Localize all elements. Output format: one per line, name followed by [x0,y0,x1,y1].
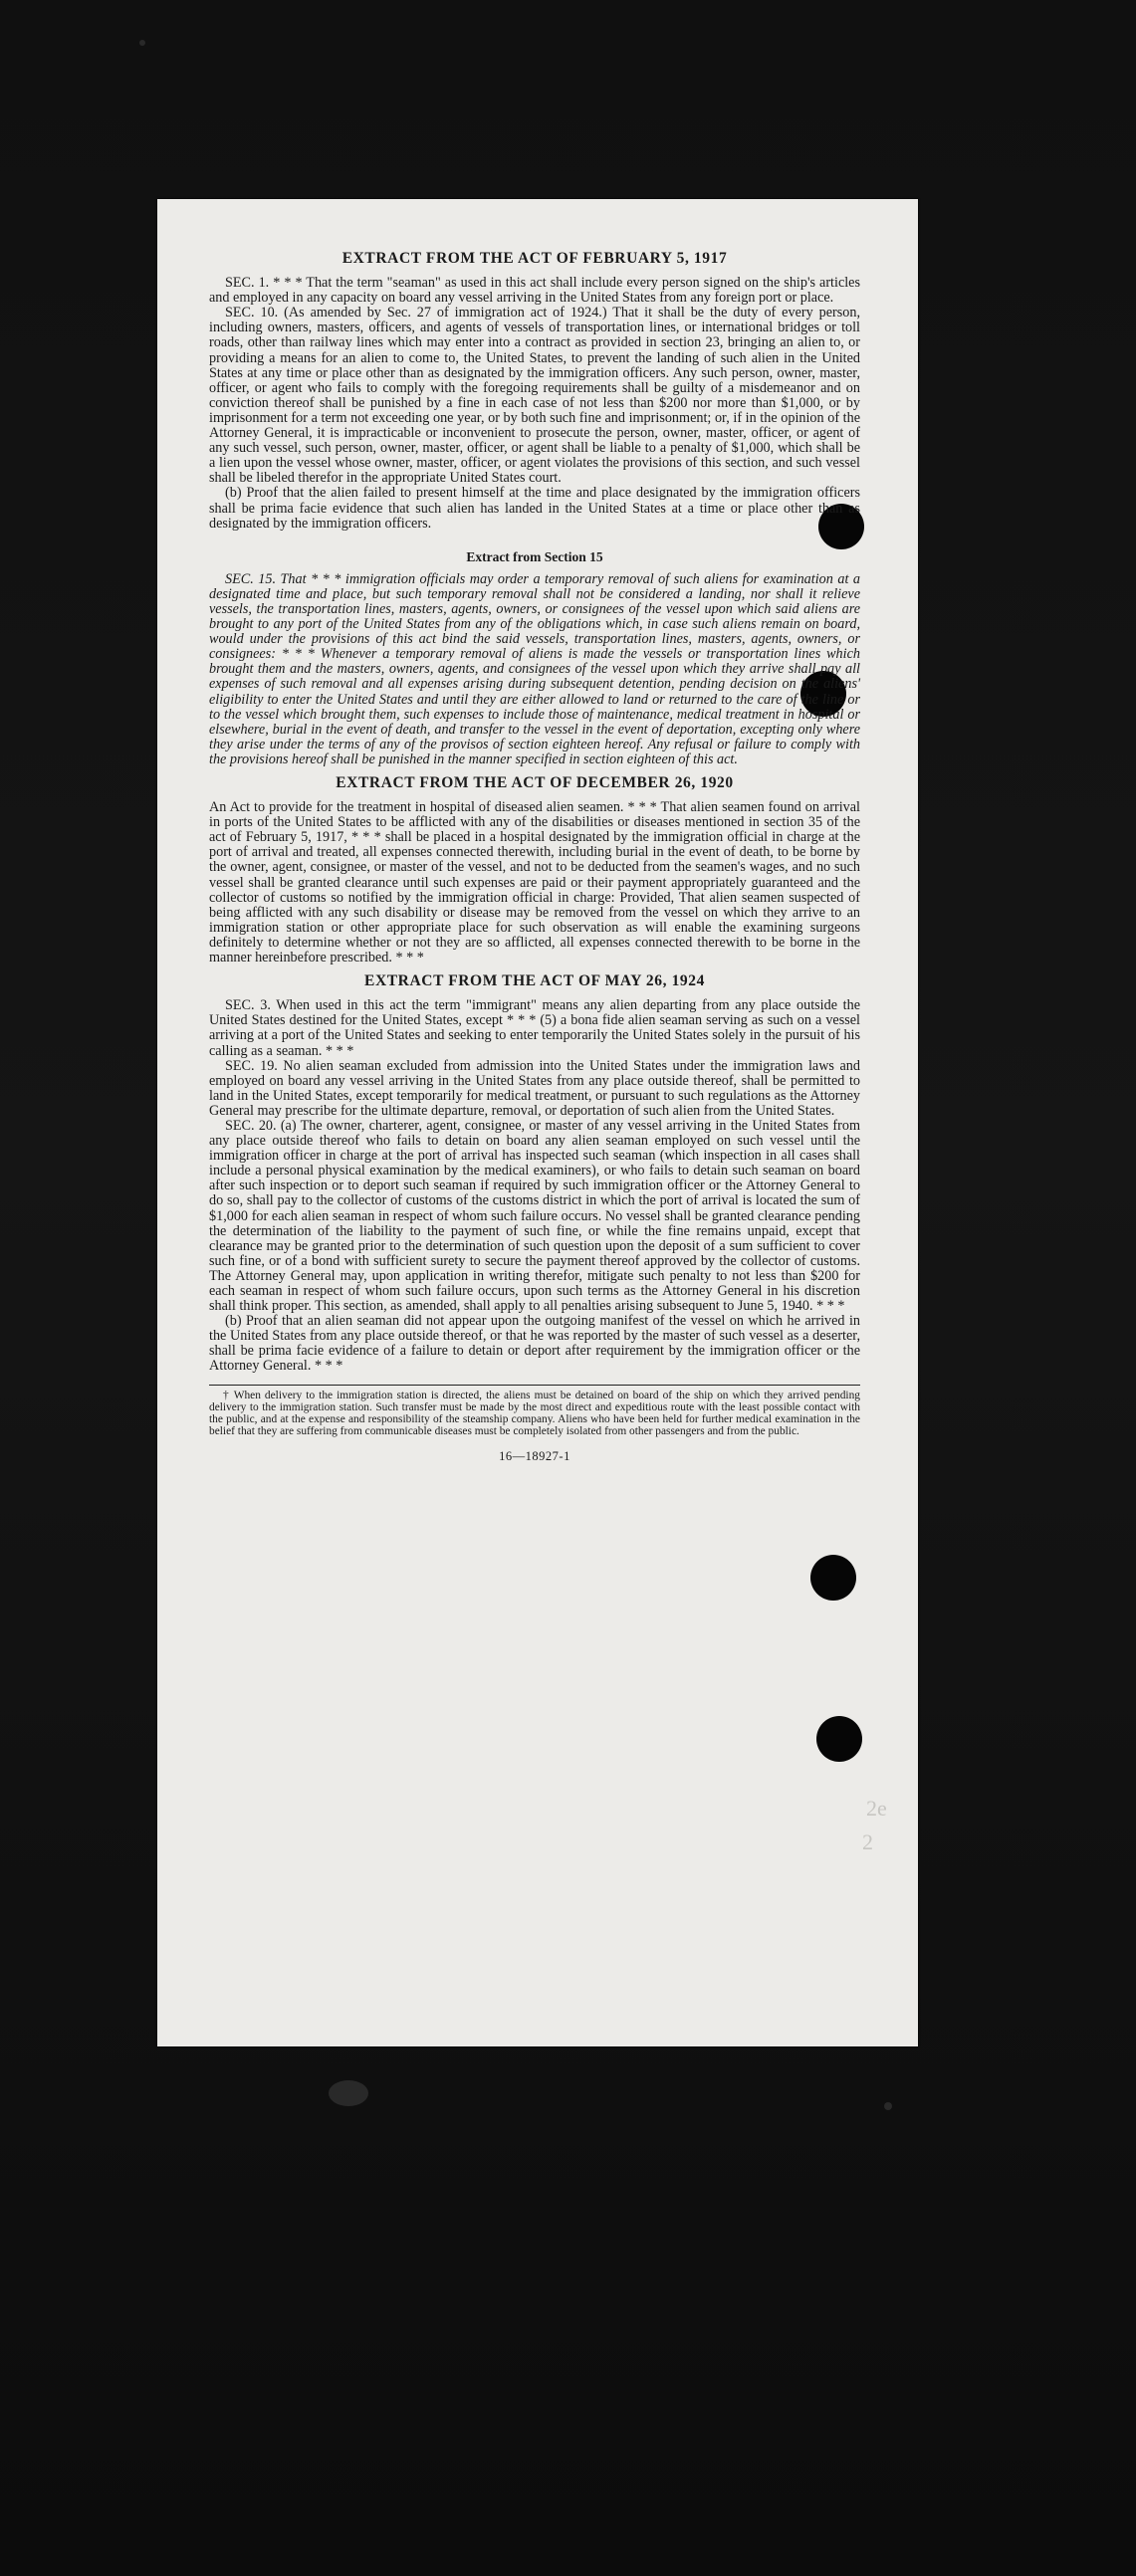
paragraph-sec-10: SEC. 10. (As amended by Sec. 27 of immigration act of 1924.) That it shall be the duty of every person, including owners, masters, officers, and agents of vessels of transportation lines, or international bridges or toll roads, other than railway lines which may enter into a contract as provided in section 23, bringing an alien to, or providing a means for an alien to come to, the United States, to prevent the landing of such alien in the United States at any time or place other than as designated by the immigration officers. Any such person, owner, master, officer, or agent who fails to comply with the foregoing requirements shall be guilty of a misdemeanor and on conviction thereof shall be punished by a fine in each case of not less than $200 nor more than $1,000, or by imprisonment for a term not exceeding one year, or by both such fine and imprisonment; or, if in the opinion of the Attorney General, it is impracticable or inconvenient to prosecute the person, owner, master, officer, or agent of any such vessel, such person, owner, master, officer, or agent shall be liable to a penalty of $1,000, which shall be a lien upon the vessel whose owner, master, officer, or agent violates the provisions of this section, and such vessel shall be libeled therefor in the appropriate United States court. [209,305,860,487]
paragraph-sec-15: SEC. 15. That * * * immigration officials may order a temporary removal of such aliens for examination at a designated time and place, but such temporary removal shall not be considered a landing, nor shall it relieve vessels, the transportation lines, masters, agents, owners, or consignees of the vessel upon which said aliens are brought to any port of the United States from any of the obligations which, in case such aliens remain on board, would under the provisions of this act bind the said vessels, transportation lines, masters, agents, owners, or consignees: * * * Whenever a temporary removal of aliens is made the vessels or transportation lines which brought them and the masters, owners, agents, and consignees of the vessel upon which they arrive shall pay all expenses of such removal and all expenses arising during subsequent detention, pending decision on the aliens' eligibility to enter the United States and until they are either allowed to land or returned to the care of the line or to the vessel which brought them, such expenses to include those of maintenance, medical treatment in hospital or elsewhere, burial in the event of death, and transfer to the vessel in the event of deportation, excepting only where they arise under the terms of any of the provisos of section eighteen hereof. Any refusal or failure to comply with the provisions hereof shall be punished in the manner specified in section eighteen of this act. [209,570,860,767]
heading-act-1920: EXTRACT FROM THE ACT OF DECEMBER 26, 1920 [336,774,734,791]
subheading-section-15: Extract from Section 15 [466,548,603,564]
footnote: † When delivery to the immigration station is directed, the aliens must be detained on board of the ship on which they arrived pending delivery to the immigration station. Such transfer must be made by the most direct and expeditious route with the least possible contact with the public, and at the expense and responsibility of the steamship company. Aliens who have been held for further medical examination in the belief that they are suffering from communicable diseases must be completely isolated from other passengers and from the public. [209,1389,860,1437]
paragraph-sec-1: SEC. 1. * * * That the term "seaman" as used in this act shall include every person signed on the ship's articles and employed in any capacity on board any vessel arriving in the United States from any foreign port or place. [209,275,860,307]
film-speck [884,2102,892,2110]
paragraph-sec-10b: (b) Proof that the alien failed to present himself at the time and place designated by the immigration officers shall be prima facie evidence that such alien has landed in the United States at a time or place other than as designated by the immigration officers. [209,485,860,532]
document-text [209,243,860,1464]
paragraph-sec-19: SEC. 19. No alien seaman excluded from admission into the United States under the immigration laws and employed on board any vessel arriving in the United States from any place outside thereof, shall be permitted to land in the United States, except temporarily for medical treatment, or pursuant to such regulations as the Attorney General may prescribe for the ultimate departure, removal, or deportation of such alien from the United States. [209,1057,860,1119]
heading-act-1917: EXTRACT FROM THE ACT OF FEBRUARY 5, 1917 [341,250,728,267]
paragraph-act-1920: An Act to provide for the treatment in hospital of diseased alien seamen. * * * That alien seamen found on arrival in ports of the United States to be afflicted with any of the disabilities or diseases mentioned in section 35 of the act of February 5, 1917, * * * shall be placed in a hospital designated by the immigration official in charge at the port of arrival and treated, all expenses connected therewith, including burial in the event of death, to be borne by the owner, agent, consignee, or master of the vessel, and not to be deducted from the seamen's wages, and no such vessel shall be granted clearance until such expenses are paid or their payment appropriately guaranteed and the collector of customs so notified by the immigration official in charge: Provided, That alien seamen suspected of being afflicted with any such disability or disease may be removed from the vessel on which they arrive to an immigration station or other appropriate place for such observation as will enable the examining surgeons definitely to determine whether or not they are so afflicted, all expenses connected therewith to be borne in the manner hereinbefore prescribed. * * * [209,799,860,966]
paragraph-sec-20b: (b) Proof that an alien seaman did not appear upon the outgoing manifest of the vessel on which he arrived in the United States from any place outside thereof, or that he was reported by the master of such vessel as a deserter, shall be prima facie evidence of a failure to detain or deport after requirement by the immigration officer or the Attorney General. * * * [209,1313,860,1375]
paragraph-sec-3: SEC. 3. When used in this act the term "immigrant" means any alien departing from any place outside the United States destined for the United States, except * * * (5) a bona fide alien seaman serving as such on a vessel arriving at a port of the United States and seeking to enter temporarily the United States solely in the pursuit of his calling as a seaman. * * * [209,997,860,1059]
document-page [157,199,918,2046]
film-speck [139,40,145,46]
form-number: 16—18927-1 [499,1448,570,1463]
footnote-rule [209,1385,860,1386]
punch-hole [816,1716,862,1762]
punch-hole [810,1555,856,1601]
heading-act-1924: EXTRACT FROM THE ACT OF MAY 26, 1924 [364,972,705,990]
paragraph-sec-20a: SEC. 20. (a) The owner, charterer, agent, consignee, or master of any vessel arriving in the United States from any place outside thereof who fails to detain on board any alien seaman employed on such vessel until the immigration officer in charge at the port of arrival has inspected such seaman (which inspection in all cases shall include a personal physical examination by the medical examiners), or who fails to detain such seaman on board after such inspection or to deport such seaman if required by such immigration officer or the Attorney General to do so, shall pay to the collector of customs of the customs district in which the port of arrival is located the sum of $1,000 for each alien seaman in respect of whom such failure occurs. No vessel shall be granted clearance pending the determination of the liability to the payment of such fine, or while the fine remains unpaid, except that clearance may be granted prior to the determination of such question upon the deposit of a sum sufficient to cover such fine, or of a bond with sufficient surety to secure the payment thereof approved by the collector of customs. The Attorney General may, upon application in writing therefor, mitigate such penalty to not less than $200 for each seaman in respect of whom such failure occurs, upon such terms as the Attorney General in his discretion shall think proper. This section, as amended, shall apply to all penalties arising subsequent to June 5, 1940. * * * [209,1117,860,1315]
film-speck [329,2080,368,2106]
bleed-through-mark: 2e [866,1796,887,1821]
bleed-through-mark: 2 [862,1829,873,1854]
